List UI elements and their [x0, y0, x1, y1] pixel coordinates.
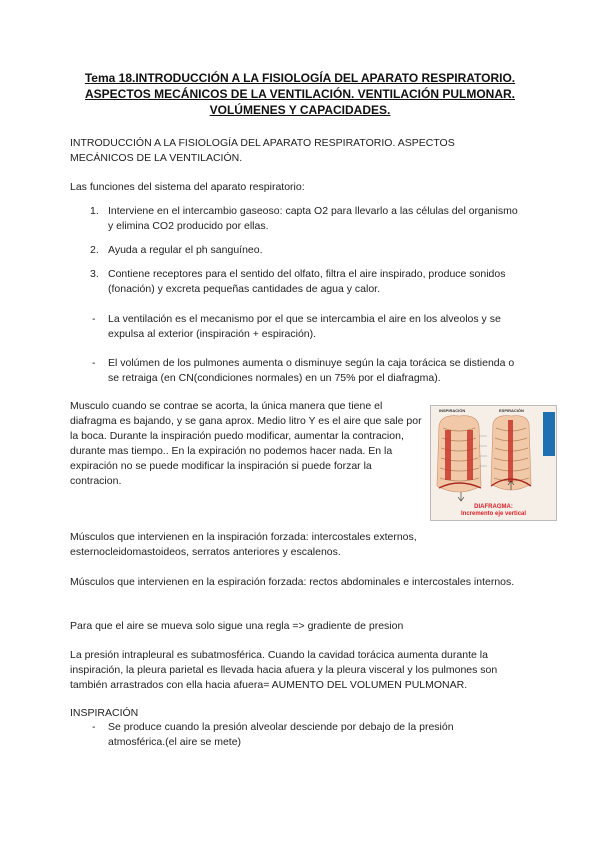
list-bullet: -: [92, 357, 96, 369]
list-number: 3.: [90, 268, 99, 280]
forced-expiration-paragraph: Músculos que intervienen en la espiración forzada: rectos abdominales e intercostales internos.: [70, 576, 515, 588]
list-item: El volúmen de los pulmones aumenta o disminuye según la caja torácica se distienda o se retraiga (en CN(condiciones normales) en un 75% por el diafragma).: [108, 357, 515, 384]
list-item: Ayuda a regular el ph sanguíneo.: [108, 244, 263, 256]
diaphragm-figure: [430, 405, 557, 521]
list-item: Se produce cuando la presión alveolar desciende por debajo de la presión atmosférica.(el aire se mete): [108, 721, 454, 748]
forced-inspiration-paragraph: Músculos que intervienen en la inspiración forzada: intercostales externos, esternocleidomastoideos, serratos anteriores y escalenos.: [70, 531, 417, 558]
document-title: Tema 18.INTRODUCCIÓN A LA FISIOLOGÍA DEL APARATO RESPIRATORIO. ASPECTOS MECÁNICOS DE LA VENTILACIÓN. VENTILACIÓN PULMONAR. VOLÚMENES Y CAPACIDADES.: [84, 71, 516, 117]
muscle-paragraph: Musculo cuando se contrae se acorta, la única manera que tiene el diafragma es bajando, y se gana aprox. Medio litro Y es el aire que sale por la boca. Durante la inspiración puedo modificar, aumentar la contracion, durante mas tiempo.. En la expiración no podemos hacer nada. En la expiración no se puede modificar la inspiración si puede forzar la contracion.: [70, 400, 422, 487]
list-number: 1.: [90, 205, 99, 217]
list-number: 2.: [90, 244, 99, 256]
figure-caption-title: DIAFRAGMA:: [474, 504, 513, 510]
figure-side-panel: [543, 412, 555, 456]
list-item: Interviene en el intercambio gaseoso: capta O2 para llevarlo a las células del organismo y elimina CO2 producido por ellas.: [108, 205, 518, 232]
list-bullet: -: [92, 313, 96, 325]
figure-label-inspiration: INSPIRACIÓN: [439, 408, 466, 413]
intrapleural-paragraph: La presión intrapleural es subatmosférica. Cuando la cavidad torácica aumenta durante la inspiración, la pleura parietal es llevada hacia afuera y la pleura visceral y los pulmones son también arrastrados con ella hacia afuera= AUMENTO DEL VOLUMEN PULMONAR.: [70, 649, 498, 691]
inspiracion-heading: INSPIRACIÓN: [70, 707, 139, 719]
figure-caption: [461, 504, 526, 518]
list-item: Contiene receptores para el sentido del olfato, filtra el aire inspirado, produce sonidos (fonación) y excreta pequeñas cantidades de agua y calor.: [108, 268, 506, 295]
figure-label-expiration: ESPIRACIÓN: [499, 408, 524, 413]
figure-caption-subtitle: Incremento eje vertical: [461, 511, 527, 517]
list-item: La ventilación es el mecanismo por el que se intercambia el aire en los alveolos y se expulsa al exterior (inspiración + espiración).: [108, 313, 501, 340]
pressure-rule: Para que el aire se mueva solo sigue una regla => gradiente de presion: [70, 620, 404, 632]
functions-intro: Las funciones del sistema del aparato respiratorio:: [70, 181, 305, 193]
section-heading: INTRODUCCIÓN A LA FISIOLOGÍA DEL APARATO RESPIRATORIO. ASPECTOS MECÁNICOS DE LA VENTILACIÓN.: [70, 137, 455, 164]
thorax-illustration: [431, 406, 556, 520]
list-bullet: -: [92, 721, 96, 733]
